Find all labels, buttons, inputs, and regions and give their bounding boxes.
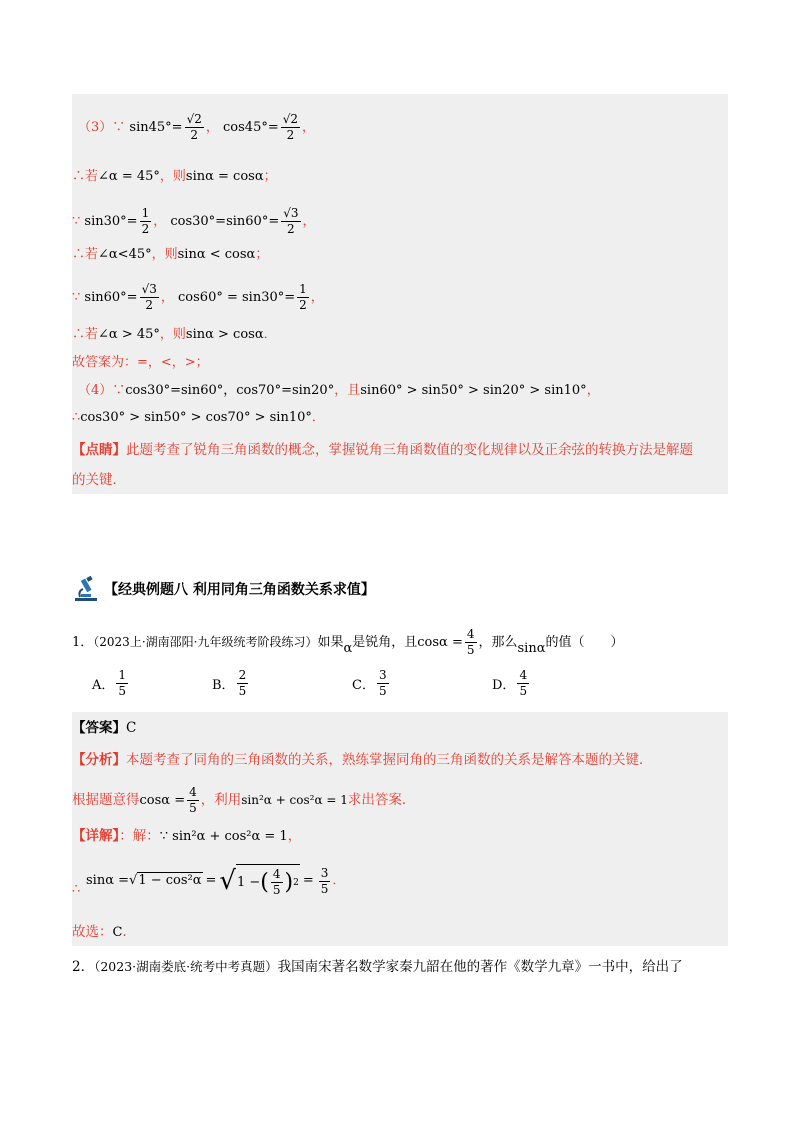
option-d[interactable]: D． $\frac{4}{5}$: [492, 668, 528, 698]
fraction: $\frac{4}{5}$: [466, 627, 475, 657]
fraction: $\frac{√2}{2}$: [282, 112, 299, 142]
option-c[interactable]: C． $\frac{3}{5}$: [352, 668, 387, 698]
question-2: 2．（2023·湖南娄底·统考中考真题）我国南宋著名数学家秦九韶在他的著作《数学九章》一书中，给出了: [72, 959, 683, 975]
fraction: $\frac{2}{5}$: [238, 668, 247, 698]
section-header: 【经典例题八 利用同角三角函数关系求值】: [72, 576, 375, 602]
microscope-icon: [72, 576, 100, 602]
detail-line: 【详解】：解：∵ sin²α + cos²α = 1，: [72, 828, 302, 844]
line-12: 【点睛】此题考查了锐角三角函数的概念，掌握锐角三角函数值的变化规律以及正余弦的转换方法是解题: [72, 442, 693, 458]
line-5: ∵ sin30°= $\frac{1}{2}$ ， cos30°=sin60°= $\frac{√3}{2}$ ，: [72, 206, 316, 236]
fraction: $\frac{4}{5}$: [519, 668, 528, 698]
analysis-line-2: 根据题意得cosα = $\frac{4}{5}$ ，利用sin²α + cos²α = 1求出答案．: [72, 785, 416, 815]
line-8: ∴若∠α > 45°，则sinα > cosα．: [72, 327, 277, 342]
line-10: （4）∵cos30°=sin60°，cos70°=sin20°，且sin60° > sin50° > sin20° > sin10°，: [78, 383, 600, 398]
fraction: $\frac{1}{2}$: [299, 282, 307, 312]
square-root: √1 − cos²α: [129, 873, 202, 888]
final-answer: 故选：C．: [72, 924, 136, 940]
analysis-line: 【分析】本题考查了同角的三角函数的关系，熟练掌握同角的三角函数的关系是解答本题的关键．: [72, 752, 653, 768]
solution-block: [72, 94, 728, 494]
line-3: （3）∵ sin45°= $\frac{√2}{2}$ ， cos45°= $\frac{√2}{2}$ ，: [78, 112, 316, 142]
fraction: $\frac{√3}{2}$: [141, 282, 157, 312]
fraction: $\frac{3}{5}$: [378, 668, 387, 698]
answer-block: 【答案】C 【分析】本题考查了同角的三角函数的关系，熟练掌握同角的三角函数的关系是解答本题的关键． 根据题意得cosα = $\frac{4}{5}$ ，利用sin²α + cos²α = 1求出答案． 【详解】：解：∵ sin²α + cos²α = 1， ∴ sinα = √1 − cos²α = √ 1 − ( $\frac{4}{5}$ ) 2 = $\frac{3}{5}$ ． 故选：C．: [72, 712, 728, 946]
option-a[interactable]: A． $\frac{1}{5}$: [92, 668, 127, 698]
fraction: $\frac{√2}{2}$: [186, 112, 202, 142]
line-6: ∴若∠α<45°，则sinα < cosα；: [72, 247, 269, 262]
fraction: $\frac{4}{5}$: [272, 867, 281, 897]
square-root: √ 1 − ( $\frac{4}{5}$ ) 2: [219, 866, 299, 897]
question-1: 1．（2023上·湖南邵阳·九年级统考阶段练习）如果α是锐角，且cosα = $\frac{4}{5}$ ，那么sinα的值（ ）: [72, 627, 624, 657]
line-4: ∴若∠α = 45°，则sinα = cosα；: [72, 169, 277, 184]
fraction: $\frac{1}{2}$: [141, 206, 150, 236]
line-13: 的关键．: [72, 472, 126, 488]
line-11: ∴cos30° > sin50° > cos70° > sin10°．: [72, 410, 325, 425]
line-7: ∵ sin60°= $\frac{√3}{2}$ ， cos60° = sin30°= $\frac{1}{2}$ ，: [72, 282, 324, 312]
fraction: $\frac{4}{5}$: [189, 785, 197, 815]
fraction: $\frac{3}{5}$: [320, 865, 329, 896]
option-b[interactable]: B． $\frac{2}{5}$: [212, 668, 247, 698]
line-9: 故答案为：=，<，>；: [72, 355, 209, 370]
fraction: $\frac{1}{5}$: [118, 668, 127, 698]
fraction: $\frac{√3}{2}$: [283, 206, 299, 236]
answer-line: 【答案】C: [72, 720, 137, 736]
